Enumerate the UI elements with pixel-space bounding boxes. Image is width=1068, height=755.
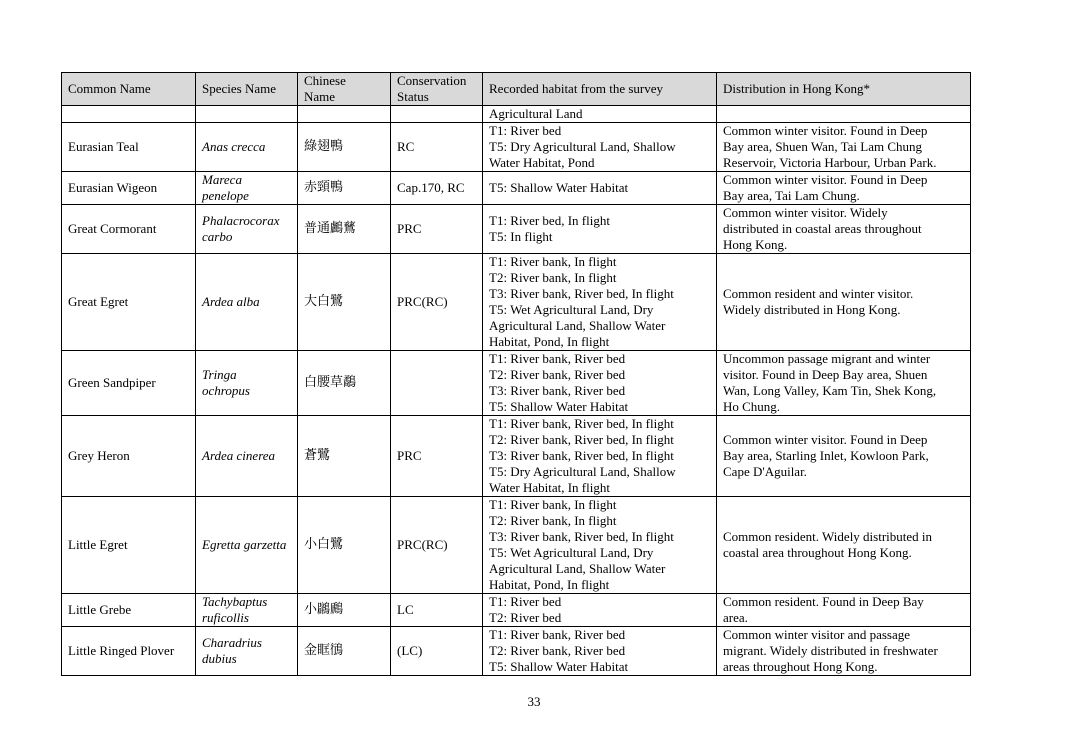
species-name-line: ochropus [202, 383, 250, 398]
distribution-line: Common resident and winter visitor. [723, 286, 914, 301]
distribution-line: Ho Chung. [723, 399, 781, 414]
chinese-name-cell: 小白鷺 [298, 497, 391, 594]
chinese-name-cell: 綠翅鴨 [298, 123, 391, 172]
habitat-line: T5: Dry Agricultural Land, Shallow [489, 464, 676, 479]
habitat-line: T5: Dry Agricultural Land, Shallow [489, 139, 676, 154]
header-recorded-habitat: Recorded habitat from the survey [483, 73, 717, 106]
distribution-line: Common winter visitor. Widely [723, 205, 888, 220]
habitat-line: T1: River bank, In flight [489, 497, 617, 512]
distribution-line: distributed in coastal areas throughout [723, 221, 922, 236]
conservation-status-cell [391, 351, 483, 416]
habitat-line: T5: Wet Agricultural Land, Dry [489, 302, 654, 317]
header-chinese-line: Chinese [304, 73, 346, 88]
species-name-line: Mareca [202, 172, 242, 187]
habitat-line: Habitat, Pond, In flight [489, 577, 610, 592]
habitat-line: T1: River bank, In flight [489, 254, 617, 269]
habitat-line: Water Habitat, Pond [489, 155, 595, 170]
table-row [62, 351, 971, 416]
species-name-line: Ardea alba [202, 294, 260, 309]
habitat-line: T3: River bank, River bed [489, 383, 626, 398]
species-name-cell [196, 172, 298, 205]
species-name-line: ruficollis [202, 610, 249, 625]
species-name-cell [196, 106, 298, 123]
species-name-cell [196, 123, 298, 172]
habitat-line: T2: River bank, River bed, In flight [489, 432, 674, 447]
table-row [62, 172, 971, 205]
habitat-line: T2: River bank, In flight [489, 513, 617, 528]
distribution-cell [717, 594, 971, 627]
distribution-cell [717, 205, 971, 254]
conservation-status-cell: RC [391, 123, 483, 172]
header-chinese-name [298, 73, 391, 106]
distribution-cell [717, 497, 971, 594]
habitat-line: Agricultural Land, Shallow Water [489, 318, 666, 333]
species-name-line: Tringa [202, 367, 237, 382]
species-name-cell [196, 497, 298, 594]
recorded-habitat-cell [483, 351, 717, 416]
common-name-cell: Eurasian Wigeon [62, 172, 196, 205]
habitat-line: T5: Shallow Water Habitat [489, 659, 629, 674]
header-status-line: Conservation [397, 73, 467, 88]
chinese-name-cell: 普通鸕鶿 [298, 205, 391, 254]
species-name-line: Charadrius [202, 635, 262, 650]
header-conservation-status [391, 73, 483, 106]
distribution-line: Reservoir, Victoria Harbour, Urban Park. [723, 155, 937, 170]
species-name-cell [196, 205, 298, 254]
distribution-line: Cape D'Aguilar. [723, 464, 807, 479]
common-name-cell: Green Sandpiper [62, 351, 196, 416]
species-name-line: Phalacrocorax [202, 213, 280, 228]
species-name-line: penelope [202, 188, 249, 203]
conservation-status-cell: PRC(RC) [391, 254, 483, 351]
recorded-habitat-cell [483, 123, 717, 172]
header-common-name: Common Name [62, 73, 196, 106]
habitat-line: T5: In flight [489, 229, 553, 244]
habitat-line: T5: Shallow Water Habitat [489, 399, 629, 414]
recorded-habitat-cell [483, 416, 717, 497]
bird-survey-table [61, 72, 971, 676]
conservation-status-cell [391, 106, 483, 123]
header-status-line: Status [397, 89, 429, 104]
habitat-line: T1: River bank, River bed, In flight [489, 416, 674, 431]
table-body [62, 106, 971, 676]
habitat-line: T2: River bed [489, 610, 562, 625]
page-number: 33 [527, 694, 541, 709]
habitat-line: T1: River bed [489, 594, 562, 609]
habitat-line: T1: River bed, In flight [489, 213, 610, 228]
chinese-name-cell: 小鸊鷉 [298, 594, 391, 627]
chinese-name-cell [298, 106, 391, 123]
habitat-line: T3: River bank, River bed, In flight [489, 286, 674, 301]
header-species-name: Species Name [196, 73, 298, 106]
species-name-cell [196, 594, 298, 627]
chinese-name-cell: 金眶鴴 [298, 627, 391, 676]
habitat-line: Water Habitat, In flight [489, 480, 610, 495]
habitat-line: T5: Shallow Water Habitat [489, 180, 629, 195]
distribution-line: Common winter visitor. Found in Deep [723, 172, 928, 187]
common-name-cell [62, 106, 196, 123]
recorded-habitat-cell [483, 594, 717, 627]
chinese-name-cell: 大白鷺 [298, 254, 391, 351]
table-row [62, 594, 971, 627]
recorded-habitat-cell [483, 106, 717, 123]
distribution-line: Common winter visitor and passage [723, 627, 911, 642]
common-name-cell: Great Cormorant [62, 205, 196, 254]
habitat-line: T3: River bank, River bed, In flight [489, 448, 674, 463]
header-distribution: Distribution in Hong Kong* [717, 73, 971, 106]
conservation-status-cell: PRC [391, 205, 483, 254]
recorded-habitat-cell [483, 172, 717, 205]
habitat-line: Agricultural Land, Shallow Water [489, 561, 666, 576]
habitat-line: T3: River bank, River bed, In flight [489, 529, 674, 544]
distribution-cell [717, 416, 971, 497]
distribution-line: area. [723, 610, 748, 625]
distribution-line: Common resident. Widely distributed in [723, 529, 933, 544]
recorded-habitat-cell [483, 627, 717, 676]
distribution-line: Hong Kong. [723, 237, 788, 252]
recorded-habitat-cell [483, 205, 717, 254]
chinese-name-cell: 白腰草鷸 [298, 351, 391, 416]
chinese-name-cell: 赤頸鴨 [298, 172, 391, 205]
distribution-cell [717, 351, 971, 416]
distribution-line: Bay area, Tai Lam Chung. [723, 188, 860, 203]
common-name-cell: Grey Heron [62, 416, 196, 497]
header-chinese-line: Name [304, 89, 336, 104]
distribution-cell [717, 106, 971, 123]
distribution-line: areas throughout Hong Kong. [723, 659, 878, 674]
common-name-cell: Little Ringed Plover [62, 627, 196, 676]
recorded-habitat-cell [483, 497, 717, 594]
table-row [62, 497, 971, 594]
table-row [62, 254, 971, 351]
conservation-status-cell: PRC [391, 416, 483, 497]
habitat-line: T1: River bank, River bed [489, 351, 626, 366]
species-name-line: carbo [202, 229, 233, 244]
distribution-line: migrant. Widely distributed in freshwater [723, 643, 938, 658]
habitat-line: T2: River bank, In flight [489, 270, 617, 285]
distribution-cell [717, 627, 971, 676]
habitat-line: Agricultural Land [489, 106, 583, 121]
distribution-line: visitor. Found in Deep Bay area, Shuen [723, 367, 928, 382]
habitat-line: T5: Wet Agricultural Land, Dry [489, 545, 654, 560]
conservation-status-cell: LC [391, 594, 483, 627]
table-row [62, 123, 971, 172]
habitat-line: Habitat, Pond, In flight [489, 334, 610, 349]
common-name-cell: Little Egret [62, 497, 196, 594]
distribution-line: Uncommon passage migrant and winter [723, 351, 931, 366]
distribution-line: Widely distributed in Hong Kong. [723, 302, 901, 317]
species-name-cell [196, 254, 298, 351]
chinese-name-cell: 蒼鷺 [298, 416, 391, 497]
species-name-cell [196, 351, 298, 416]
distribution-cell [717, 123, 971, 172]
habitat-line: T2: River bank, River bed [489, 643, 626, 658]
distribution-line: coastal area throughout Hong Kong. [723, 545, 912, 560]
table-row [62, 205, 971, 254]
habitat-line: T1: River bank, River bed [489, 627, 626, 642]
common-name-cell: Great Egret [62, 254, 196, 351]
distribution-cell [717, 254, 971, 351]
habitat-line: T1: River bed [489, 123, 562, 138]
distribution-line: Wan, Long Valley, Kam Tin, Shek Kong, [723, 383, 937, 398]
species-name-line: dubius [202, 651, 237, 666]
species-name-cell [196, 627, 298, 676]
recorded-habitat-cell [483, 254, 717, 351]
conservation-status-cell: (LC) [391, 627, 483, 676]
distribution-line: Common winter visitor. Found in Deep [723, 123, 928, 138]
habitat-line: T2: River bank, River bed [489, 367, 626, 382]
species-name-line: Ardea cinerea [202, 448, 276, 463]
distribution-cell [717, 172, 971, 205]
distribution-line: Common resident. Found in Deep Bay [723, 594, 924, 609]
common-name-cell: Eurasian Teal [62, 123, 196, 172]
distribution-line: Bay area, Starling Inlet, Kowloon Park, [723, 448, 929, 463]
distribution-line: Bay area, Shuen Wan, Tai Lam Chung [723, 139, 923, 154]
conservation-status-cell: Cap.170, RC [391, 172, 483, 205]
species-name-line: Anas crecca [202, 139, 266, 154]
table-header-row [62, 73, 971, 106]
table-row [62, 627, 971, 676]
table-row [62, 416, 971, 497]
distribution-line: Common winter visitor. Found in Deep [723, 432, 928, 447]
species-name-line: Tachybaptus [202, 594, 268, 609]
conservation-status-cell: PRC(RC) [391, 497, 483, 594]
common-name-cell: Little Grebe [62, 594, 196, 627]
species-name-cell [196, 416, 298, 497]
species-name-line: Egretta garzetta [202, 537, 287, 552]
table-row [62, 106, 971, 123]
